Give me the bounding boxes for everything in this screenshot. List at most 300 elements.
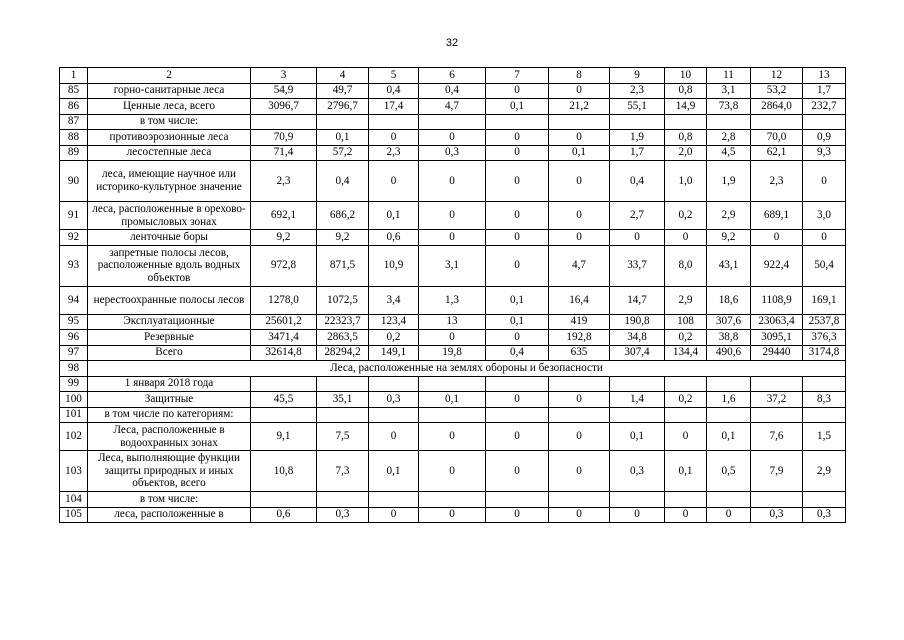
value-cell: 686,2	[317, 202, 369, 230]
value-cell	[707, 114, 751, 130]
page-number: 32	[445, 37, 459, 49]
value-cell	[419, 492, 486, 508]
header-cell: 6	[419, 68, 486, 84]
value-cell: 3,1	[707, 83, 751, 99]
value-cell: 0,4	[317, 161, 369, 202]
value-cell: 232,7	[803, 99, 846, 115]
row-number-cell: 89	[60, 145, 88, 161]
value-cell: 0,8	[665, 83, 707, 99]
value-cell: 62,1	[751, 145, 803, 161]
category-cell: Леса, выполняющие функции защиты природных и иных объектов, всего	[88, 451, 251, 492]
value-cell	[665, 114, 707, 130]
value-cell: 0,2	[369, 330, 419, 346]
value-cell: 1,9	[610, 130, 665, 146]
value-cell: 169,1	[803, 286, 846, 314]
value-cell	[419, 376, 486, 392]
value-cell: 0,3	[610, 451, 665, 492]
table-row	[60, 492, 846, 508]
value-cell: 0	[610, 507, 665, 523]
row-number-cell: 92	[60, 230, 88, 246]
header-cell: 13	[803, 68, 846, 84]
table-row	[60, 83, 846, 99]
header-cell: 11	[707, 68, 751, 84]
value-cell: 190,8	[610, 314, 665, 330]
header-cell: 1	[60, 68, 88, 84]
value-cell	[707, 376, 751, 392]
value-cell: 0,6	[369, 230, 419, 246]
header-row	[60, 68, 846, 84]
table-row	[60, 314, 846, 330]
value-cell: 9,2	[707, 230, 751, 246]
value-cell: 3,4	[369, 286, 419, 314]
value-cell: 25601,2	[251, 314, 317, 330]
row-number-cell: 87	[60, 114, 88, 130]
value-cell: 0,3	[317, 507, 369, 523]
forest-data-table	[59, 67, 846, 523]
value-cell	[803, 376, 846, 392]
value-cell: 4,5	[707, 145, 751, 161]
table-row	[60, 99, 846, 115]
value-cell: 0,6	[251, 507, 317, 523]
value-cell: 4,7	[549, 245, 610, 286]
value-cell: 0,1	[665, 451, 707, 492]
value-cell: 2,9	[707, 202, 751, 230]
row-number-cell: 102	[60, 423, 88, 451]
value-cell: 9,3	[803, 145, 846, 161]
value-cell: 376,3	[803, 330, 846, 346]
value-cell: 57,2	[317, 145, 369, 161]
header-cell: 12	[751, 68, 803, 84]
value-cell	[369, 407, 419, 423]
value-cell: 0	[486, 330, 549, 346]
value-cell	[751, 407, 803, 423]
value-cell: 7,6	[751, 423, 803, 451]
value-cell: 2,3	[369, 145, 419, 161]
value-cell: 0	[486, 145, 549, 161]
category-cell: Резервные	[88, 330, 251, 346]
table-row	[60, 130, 846, 146]
header-cell: 9	[610, 68, 665, 84]
value-cell: 1,4	[610, 392, 665, 408]
value-cell: 0	[369, 507, 419, 523]
row-number-cell: 105	[60, 507, 88, 523]
table-row	[60, 245, 846, 286]
value-cell: 0	[419, 451, 486, 492]
value-cell: 490,6	[707, 345, 751, 361]
category-cell: в том числе:	[88, 114, 251, 130]
value-cell: 35,1	[317, 392, 369, 408]
value-cell: 0	[419, 230, 486, 246]
value-cell	[317, 114, 369, 130]
value-cell: 0,3	[751, 507, 803, 523]
header-cell: 4	[317, 68, 369, 84]
value-cell: 0,1	[486, 99, 549, 115]
value-cell	[251, 407, 317, 423]
table-row	[60, 376, 846, 392]
value-cell: 108	[665, 314, 707, 330]
value-cell: 0	[419, 330, 486, 346]
value-cell: 0	[549, 202, 610, 230]
value-cell: 0	[486, 161, 549, 202]
row-number-cell: 100	[60, 392, 88, 408]
value-cell: 0,4	[610, 161, 665, 202]
value-cell: 0	[549, 507, 610, 523]
value-cell: 0,5	[707, 451, 751, 492]
table-row	[60, 230, 846, 246]
value-cell	[707, 407, 751, 423]
value-cell	[486, 492, 549, 508]
row-number-cell: 97	[60, 345, 88, 361]
table-row	[60, 507, 846, 523]
row-number-cell: 98	[60, 361, 88, 377]
value-cell: 0,1	[707, 423, 751, 451]
value-cell: 0	[707, 507, 751, 523]
value-cell	[751, 376, 803, 392]
value-cell	[751, 492, 803, 508]
row-number-cell: 104	[60, 492, 88, 508]
value-cell: 3095,1	[751, 330, 803, 346]
value-cell: 3096,7	[251, 99, 317, 115]
category-cell: 1 января 2018 года	[88, 376, 251, 392]
header-cell: 10	[665, 68, 707, 84]
value-cell: 1,3	[419, 286, 486, 314]
category-cell: противоэрозионные леса	[88, 130, 251, 146]
row-number-cell: 99	[60, 376, 88, 392]
table-row	[60, 345, 846, 361]
table-row	[60, 145, 846, 161]
value-cell: 38,8	[707, 330, 751, 346]
value-cell: 0	[549, 230, 610, 246]
value-cell: 0,1	[549, 145, 610, 161]
value-cell: 1,7	[610, 145, 665, 161]
table-row	[60, 451, 846, 492]
value-cell: 0	[419, 130, 486, 146]
value-cell	[707, 492, 751, 508]
value-cell: 0	[486, 507, 549, 523]
value-cell: 0	[369, 161, 419, 202]
value-cell: 7,5	[317, 423, 369, 451]
table-row	[60, 361, 846, 377]
value-cell: 0,1	[369, 202, 419, 230]
value-cell: 8,0	[665, 245, 707, 286]
value-cell: 1,0	[665, 161, 707, 202]
value-cell: 14,7	[610, 286, 665, 314]
table-body	[60, 83, 846, 523]
value-cell: 2864,0	[751, 99, 803, 115]
value-cell: 922,4	[751, 245, 803, 286]
table-row	[60, 114, 846, 130]
value-cell: 1278,0	[251, 286, 317, 314]
value-cell	[549, 376, 610, 392]
value-cell: 2,8	[707, 130, 751, 146]
value-cell: 134,4	[665, 345, 707, 361]
value-cell: 0,1	[486, 286, 549, 314]
value-cell: 13	[419, 314, 486, 330]
value-cell: 419	[549, 314, 610, 330]
value-cell: 0	[803, 161, 846, 202]
value-cell: 871,5	[317, 245, 369, 286]
value-cell: 0	[419, 507, 486, 523]
value-cell: 54,9	[251, 83, 317, 99]
category-cell: лесостепные леса	[88, 145, 251, 161]
value-cell: 0	[665, 230, 707, 246]
value-cell	[419, 114, 486, 130]
category-cell: леса, расположенные в орехово-промысловых зонах	[88, 202, 251, 230]
value-cell: 45,5	[251, 392, 317, 408]
value-cell: 10,8	[251, 451, 317, 492]
category-cell: Леса, расположенные в водоохранных зонах	[88, 423, 251, 451]
value-cell: 307,6	[707, 314, 751, 330]
category-cell: в том числе по категориям:	[88, 407, 251, 423]
row-number-cell: 101	[60, 407, 88, 423]
value-cell: 28294,2	[317, 345, 369, 361]
value-cell	[665, 376, 707, 392]
value-cell: 1,6	[707, 392, 751, 408]
value-cell: 0	[549, 161, 610, 202]
value-cell: 2,3	[751, 161, 803, 202]
category-cell: Всего	[88, 345, 251, 361]
value-cell: 0,1	[486, 314, 549, 330]
value-cell: 2796,7	[317, 99, 369, 115]
value-cell: 0	[549, 423, 610, 451]
category-cell: леса, имеющие научное или историко-культурное значение	[88, 161, 251, 202]
value-cell: 0	[665, 423, 707, 451]
value-cell	[369, 114, 419, 130]
table-row	[60, 407, 846, 423]
value-cell: 0	[549, 392, 610, 408]
header-cell: 7	[486, 68, 549, 84]
value-cell: 21,2	[549, 99, 610, 115]
value-cell	[610, 114, 665, 130]
value-cell: 71,4	[251, 145, 317, 161]
value-cell	[251, 376, 317, 392]
category-cell: Ценные леса, всего	[88, 99, 251, 115]
value-cell: 1108,9	[751, 286, 803, 314]
table-row	[60, 286, 846, 314]
value-cell: 4,7	[419, 99, 486, 115]
value-cell: 635	[549, 345, 610, 361]
value-cell	[665, 492, 707, 508]
value-cell: 0	[486, 451, 549, 492]
value-cell	[251, 492, 317, 508]
value-cell	[369, 376, 419, 392]
value-cell: 1,5	[803, 423, 846, 451]
value-cell: 0	[369, 130, 419, 146]
value-cell: 0,2	[665, 392, 707, 408]
value-cell	[803, 114, 846, 130]
section-heading-cell: Леса, расположенные на землях обороны и безопасности	[88, 361, 846, 377]
category-cell: нерестоохранные полосы лесов	[88, 286, 251, 314]
value-cell: 9,2	[317, 230, 369, 246]
value-cell	[419, 407, 486, 423]
value-cell	[317, 407, 369, 423]
value-cell: 2,3	[251, 161, 317, 202]
value-cell	[317, 376, 369, 392]
value-cell: 0,3	[419, 145, 486, 161]
value-cell: 10,9	[369, 245, 419, 286]
value-cell: 32614,8	[251, 345, 317, 361]
value-cell	[610, 492, 665, 508]
value-cell: 2863,5	[317, 330, 369, 346]
value-cell: 0	[486, 392, 549, 408]
value-cell: 0,9	[803, 130, 846, 146]
value-cell: 9,2	[251, 230, 317, 246]
value-cell: 689,1	[751, 202, 803, 230]
value-cell: 0	[486, 130, 549, 146]
value-cell: 18,6	[707, 286, 751, 314]
value-cell: 0,8	[665, 130, 707, 146]
value-cell: 8,3	[803, 392, 846, 408]
value-cell	[549, 492, 610, 508]
table-row	[60, 161, 846, 202]
value-cell: 34,8	[610, 330, 665, 346]
value-cell: 0,4	[369, 83, 419, 99]
value-cell: 16,4	[549, 286, 610, 314]
value-cell: 0	[751, 230, 803, 246]
value-cell: 0	[610, 230, 665, 246]
category-cell: Эксплуатационные	[88, 314, 251, 330]
row-number-cell: 88	[60, 130, 88, 146]
value-cell	[251, 114, 317, 130]
value-cell	[486, 407, 549, 423]
value-cell: 0,1	[610, 423, 665, 451]
value-cell: 3471,4	[251, 330, 317, 346]
value-cell	[369, 492, 419, 508]
table-row	[60, 202, 846, 230]
value-cell: 0	[549, 83, 610, 99]
value-cell	[486, 376, 549, 392]
value-cell: 3,1	[419, 245, 486, 286]
row-number-cell: 85	[60, 83, 88, 99]
value-cell: 0	[486, 83, 549, 99]
value-cell: 7,3	[317, 451, 369, 492]
value-cell	[549, 407, 610, 423]
row-number-cell: 103	[60, 451, 88, 492]
value-cell: 29440	[751, 345, 803, 361]
value-cell: 1,7	[803, 83, 846, 99]
category-cell: ленточные боры	[88, 230, 251, 246]
value-cell: 33,7	[610, 245, 665, 286]
value-cell: 123,4	[369, 314, 419, 330]
value-cell: 0,4	[419, 83, 486, 99]
value-cell: 1,9	[707, 161, 751, 202]
value-cell: 0	[419, 423, 486, 451]
row-number-cell: 93	[60, 245, 88, 286]
value-cell: 70,0	[751, 130, 803, 146]
value-cell: 53,2	[751, 83, 803, 99]
value-cell: 0,3	[803, 507, 846, 523]
value-cell: 55,1	[610, 99, 665, 115]
value-cell: 3,0	[803, 202, 846, 230]
value-cell: 192,8	[549, 330, 610, 346]
value-cell: 0	[419, 161, 486, 202]
value-cell: 2,3	[610, 83, 665, 99]
value-cell: 0,1	[369, 451, 419, 492]
value-cell: 37,2	[751, 392, 803, 408]
value-cell	[486, 114, 549, 130]
value-cell: 23063,4	[751, 314, 803, 330]
value-cell: 2537,8	[803, 314, 846, 330]
row-number-cell: 91	[60, 202, 88, 230]
value-cell	[751, 114, 803, 130]
value-cell: 2,9	[803, 451, 846, 492]
value-cell	[610, 376, 665, 392]
table-row	[60, 423, 846, 451]
value-cell: 0	[803, 230, 846, 246]
category-cell: в том числе:	[88, 492, 251, 508]
value-cell	[610, 407, 665, 423]
value-cell: 3174,8	[803, 345, 846, 361]
value-cell: 0,1	[317, 130, 369, 146]
value-cell: 43,1	[707, 245, 751, 286]
value-cell: 9,1	[251, 423, 317, 451]
value-cell: 0,2	[665, 330, 707, 346]
value-cell: 1072,5	[317, 286, 369, 314]
value-cell: 2,9	[665, 286, 707, 314]
value-cell: 0	[419, 202, 486, 230]
category-cell: горно-санитарные леса	[88, 83, 251, 99]
value-cell: 0	[486, 423, 549, 451]
value-cell: 972,8	[251, 245, 317, 286]
value-cell: 0	[486, 230, 549, 246]
value-cell	[317, 492, 369, 508]
value-cell: 70,9	[251, 130, 317, 146]
value-cell: 0,3	[369, 392, 419, 408]
value-cell: 50,4	[803, 245, 846, 286]
category-cell: Защитные	[88, 392, 251, 408]
header-cell: 5	[369, 68, 419, 84]
value-cell: 2,0	[665, 145, 707, 161]
value-cell: 692,1	[251, 202, 317, 230]
value-cell	[803, 407, 846, 423]
value-cell: 0	[369, 423, 419, 451]
category-cell: запретные полосы лесов, расположенные вдоль водных объектов	[88, 245, 251, 286]
row-number-cell: 90	[60, 161, 88, 202]
value-cell: 0	[665, 507, 707, 523]
value-cell: 0,1	[419, 392, 486, 408]
value-cell	[549, 114, 610, 130]
value-cell: 307,4	[610, 345, 665, 361]
value-cell: 0,2	[665, 202, 707, 230]
category-cell: леса, расположенные в	[88, 507, 251, 523]
value-cell: 2,7	[610, 202, 665, 230]
value-cell	[665, 407, 707, 423]
header-cell: 3	[251, 68, 317, 84]
header-cell: 8	[549, 68, 610, 84]
value-cell: 17,4	[369, 99, 419, 115]
value-cell: 73,8	[707, 99, 751, 115]
value-cell: 7,9	[751, 451, 803, 492]
value-cell: 22323,7	[317, 314, 369, 330]
value-cell: 0	[486, 245, 549, 286]
value-cell	[803, 492, 846, 508]
value-cell: 19,8	[419, 345, 486, 361]
header-cell: 2	[88, 68, 251, 84]
row-number-cell: 94	[60, 286, 88, 314]
value-cell: 49,7	[317, 83, 369, 99]
value-cell: 0	[549, 130, 610, 146]
value-cell: 0	[549, 451, 610, 492]
value-cell: 0	[486, 202, 549, 230]
table-row	[60, 330, 846, 346]
value-cell: 14,9	[665, 99, 707, 115]
value-cell: 0,4	[486, 345, 549, 361]
row-number-cell: 86	[60, 99, 88, 115]
row-number-cell: 96	[60, 330, 88, 346]
table-row	[60, 392, 846, 408]
row-number-cell: 95	[60, 314, 88, 330]
value-cell: 149,1	[369, 345, 419, 361]
